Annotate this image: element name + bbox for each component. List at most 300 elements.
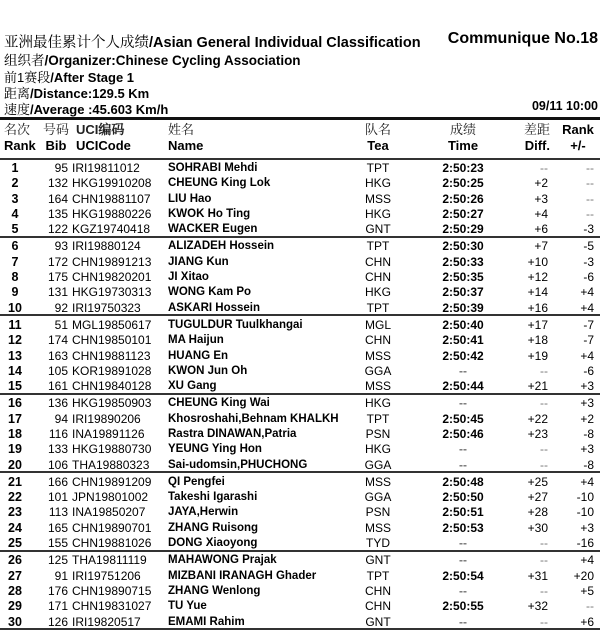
team-cell: TPT xyxy=(366,568,390,583)
time-cell: 2:50:48 xyxy=(442,474,484,489)
rank-change-cell: -8 xyxy=(583,457,594,472)
table-row xyxy=(0,333,600,348)
time-cell: 2:50:33 xyxy=(442,254,484,269)
diff-cell: +3 xyxy=(534,191,548,206)
col-rank-change-cn: Rank xyxy=(562,122,594,137)
column-headers xyxy=(0,122,600,158)
team-cell: GNT xyxy=(365,614,391,629)
diff-cell: +27 xyxy=(527,490,548,505)
rank-change-cell: -16 xyxy=(576,536,594,551)
rider-name-cell: ALIZADEH Hossein xyxy=(168,240,275,253)
col-bib-en: Bib xyxy=(45,138,67,153)
rider-name-cell: KWOK Ho Ting xyxy=(168,207,251,220)
time-cell: 2:50:26 xyxy=(442,191,484,206)
uci-code-cell: HKG19850903 xyxy=(72,396,152,411)
rank-cell: 12 xyxy=(8,333,22,348)
team-cell: TYD xyxy=(366,536,390,551)
bib-cell: 93 xyxy=(54,239,68,254)
team-cell: PSN xyxy=(365,427,391,441)
bib-cell: 133 xyxy=(47,442,68,457)
col-rank-change xyxy=(558,122,598,154)
rank-change-cell: -7 xyxy=(583,317,594,332)
team-cell: TPT xyxy=(366,239,390,254)
table-row xyxy=(0,569,600,584)
time-cell: 2:50:27 xyxy=(442,206,484,221)
col-diff xyxy=(508,122,550,154)
diff-cell: +7 xyxy=(534,239,548,254)
rank-cell: 17 xyxy=(8,411,22,426)
time-cell: 2:50:42 xyxy=(442,348,484,363)
col-rank xyxy=(4,122,36,154)
uci-code-cell: IRI19811012 xyxy=(72,161,140,175)
col-bib xyxy=(40,122,72,154)
team-cell: GNT xyxy=(365,553,391,568)
col-time-cn: 成绩 xyxy=(449,122,476,137)
col-rank-change-en: +/- xyxy=(570,138,586,153)
rank-cell: 5 xyxy=(11,222,19,237)
table-row xyxy=(0,505,600,520)
rank-cell: 6 xyxy=(11,239,19,254)
team-cell: CHN xyxy=(365,333,391,348)
bib-cell: 155 xyxy=(47,536,68,551)
stage-cn: 前1赛段 xyxy=(4,70,51,85)
rank-change-cell: -6 xyxy=(583,363,594,378)
table-row xyxy=(0,584,600,599)
table-row xyxy=(0,536,600,552)
time-cell: 2:50:23 xyxy=(442,161,484,175)
table-row xyxy=(0,553,600,568)
rider-name-cell: MA Haijun xyxy=(168,334,224,347)
rank-change-cell: +4 xyxy=(580,300,594,315)
diff-cell: -- xyxy=(540,536,548,551)
time-cell: 2:50:30 xyxy=(442,239,484,254)
rider-name-cell: ZHANG Ruisong xyxy=(168,521,259,534)
bib-cell: 94 xyxy=(54,411,68,426)
rank-change-cell: +3 xyxy=(580,442,594,457)
column-header-divider xyxy=(0,158,600,160)
table-row xyxy=(0,427,600,442)
bib-cell: 91 xyxy=(54,568,68,583)
diff-cell: -- xyxy=(540,161,548,175)
organizer xyxy=(4,49,301,69)
rider-name-cell: Rastra DINAWAN,Patria xyxy=(168,428,297,440)
time-cell: -- xyxy=(459,614,467,629)
bib-cell: 174 xyxy=(47,333,68,348)
rider-name-cell: JAYA,Herwin xyxy=(168,506,239,519)
rank-change-cell: +4 xyxy=(580,553,594,568)
rider-name-cell: XU Gang xyxy=(168,380,217,393)
rank-change-cell: -- xyxy=(586,176,594,191)
rank-cell: 1 xyxy=(11,161,19,175)
bib-cell: 132 xyxy=(47,176,68,191)
team-cell: TPT xyxy=(366,300,390,315)
rank-change-cell: -7 xyxy=(583,333,594,348)
col-diff-cn: 差距 xyxy=(523,122,550,137)
bib-cell: 106 xyxy=(47,457,68,472)
table-row xyxy=(0,301,600,317)
diff-cell: +17 xyxy=(527,317,548,332)
diff-cell: -- xyxy=(540,583,548,598)
rank-change-cell: +3 xyxy=(580,396,594,411)
rank-cell: 30 xyxy=(8,614,22,629)
title-en: /Asian General Individual Classification xyxy=(149,35,421,51)
time-cell: -- xyxy=(459,583,467,598)
organizer-cn: 组织者 xyxy=(4,53,45,68)
table-row xyxy=(0,222,600,238)
rank-cell: 21 xyxy=(8,474,22,489)
diff-cell: +22 xyxy=(527,411,548,426)
team-cell: GNT xyxy=(365,222,391,237)
rider-name-cell: ASKARI Hossein xyxy=(168,301,261,314)
bib-cell: 113 xyxy=(48,505,68,520)
diff-cell: +30 xyxy=(527,520,548,535)
average-en: /Average :45.603 Km/h xyxy=(30,102,169,117)
time-cell: -- xyxy=(459,457,467,472)
col-diff-en: Diff. xyxy=(524,138,550,153)
diff-cell: -- xyxy=(540,396,548,411)
diff-cell: +18 xyxy=(527,333,548,348)
uci-code-cell: CHN19820201 xyxy=(72,270,152,285)
rank-change-cell: +3 xyxy=(580,520,594,535)
bib-cell: 171 xyxy=(47,599,68,614)
diff-cell: +23 xyxy=(527,427,548,441)
bib-cell: 131 xyxy=(47,285,68,300)
bib-cell: 125 xyxy=(47,553,68,568)
rank-cell: 16 xyxy=(8,396,22,411)
col-rank-en: Rank xyxy=(4,138,36,153)
bib-cell: 161 xyxy=(47,379,68,394)
uci-code-cell: IRI19751206 xyxy=(72,568,141,583)
rank-change-cell: -10 xyxy=(576,505,594,520)
time-cell: -- xyxy=(459,396,467,411)
rank-cell: 24 xyxy=(8,520,22,535)
time-cell: 2:50:46 xyxy=(442,427,484,441)
team-cell: HKG xyxy=(364,285,391,300)
table-row xyxy=(0,349,600,364)
team-cell: TPT xyxy=(366,411,390,426)
title-cn: 亚洲最佳累计个人成绩 xyxy=(4,35,149,51)
uci-code-cell: HKG19880730 xyxy=(72,442,152,457)
time-cell: -- xyxy=(459,536,467,551)
bib-cell: 126 xyxy=(47,614,68,629)
bib-cell: 51 xyxy=(54,317,68,332)
uci-code-cell: IRI19890206 xyxy=(72,411,141,426)
table-row xyxy=(0,239,600,254)
diff-cell: +31 xyxy=(527,568,548,583)
table-row xyxy=(0,396,600,411)
rider-name-cell: SOHRABI Mehdi xyxy=(168,162,258,174)
rank-change-cell: -- xyxy=(586,206,594,221)
rider-name-cell: YEUNG Ying Hon xyxy=(168,443,262,456)
rider-name-cell: JI Xitao xyxy=(168,271,209,284)
team-cell: GGA xyxy=(364,457,392,472)
bib-cell: 136 xyxy=(47,396,68,411)
time-cell: 2:50:53 xyxy=(442,520,484,535)
table-row xyxy=(0,615,600,631)
time-cell: 2:50:40 xyxy=(442,317,484,332)
header-divider xyxy=(0,117,600,120)
rank-cell: 25 xyxy=(8,536,22,551)
uci-code-cell: KOR19891028 xyxy=(72,363,152,378)
rank-change-cell: -- xyxy=(586,161,594,175)
rank-cell: 3 xyxy=(11,191,19,206)
table-row xyxy=(0,255,600,270)
distance-en: /Distance:129.5 Km xyxy=(30,86,150,101)
team-cell: MGL xyxy=(364,317,391,332)
bib-cell: 101 xyxy=(47,490,68,505)
table-row xyxy=(0,161,600,176)
table-row xyxy=(0,364,600,379)
rank-cell: 19 xyxy=(8,442,22,457)
rider-name-cell: TU Yue xyxy=(168,600,207,613)
rank-cell: 29 xyxy=(8,599,22,614)
rank-cell: 22 xyxy=(8,490,22,505)
uci-code-cell: HKG19880226 xyxy=(72,206,152,221)
uci-code-cell: CHN19881026 xyxy=(72,536,152,551)
rank-cell: 26 xyxy=(8,553,22,568)
uci-code-cell: CHN19890701 xyxy=(72,520,152,535)
table-row xyxy=(0,270,600,285)
rider-name-cell: Takeshi Igarashi xyxy=(168,491,258,504)
team-cell: MSS xyxy=(364,191,391,206)
table-row xyxy=(0,490,600,505)
uci-code-cell: CHN19891213 xyxy=(72,254,152,269)
time-cell: 2:50:50 xyxy=(442,490,484,505)
communique-number: Communique No.18 xyxy=(447,30,598,47)
col-time xyxy=(436,122,490,154)
rider-name-cell: MAHAWONG Prajak xyxy=(168,554,277,567)
bib-cell: 122 xyxy=(47,222,68,237)
table-row xyxy=(0,192,600,207)
rider-name-cell: DONG Xiaoyong xyxy=(168,537,258,550)
uci-code-cell: IRI19880124 xyxy=(72,239,141,254)
diff-cell: +2 xyxy=(534,176,548,191)
team-cell: MSS xyxy=(364,379,391,394)
team-cell: HKG xyxy=(364,176,391,191)
uci-code-cell: CHN19891209 xyxy=(72,474,152,489)
col-uci xyxy=(76,122,131,154)
rank-change-cell: +4 xyxy=(580,285,594,300)
rider-name-cell: HUANG En xyxy=(168,349,229,362)
uci-code-cell: JPN19801002 xyxy=(72,490,149,505)
table-row xyxy=(0,176,600,191)
rank-cell: 13 xyxy=(8,348,22,363)
rider-name-cell: WACKER Eugen xyxy=(168,223,258,236)
uci-code-cell: CHN19890715 xyxy=(72,583,152,598)
col-rank-cn: 名次 xyxy=(4,122,31,137)
rider-name-cell: JIANG Kun xyxy=(168,255,229,268)
rank-cell: 14 xyxy=(8,363,22,378)
bib-cell: 165 xyxy=(47,520,68,535)
bib-cell: 163 xyxy=(47,348,68,363)
table-row xyxy=(0,412,600,427)
uci-code-cell: INA19850207 xyxy=(72,505,146,520)
col-name xyxy=(168,122,203,154)
time-cell: 2:50:55 xyxy=(442,599,484,614)
team-cell: CHN xyxy=(365,254,391,269)
issue-datetime: 09/11 10:00 xyxy=(531,99,598,113)
col-name-en: Name xyxy=(168,138,204,153)
rank-cell: 4 xyxy=(11,206,19,221)
diff-cell: +16 xyxy=(527,300,548,315)
rank-change-cell: -3 xyxy=(583,254,594,269)
stage-en: /After Stage 1 xyxy=(50,70,135,85)
table-row xyxy=(0,475,600,490)
time-cell: 2:50:54 xyxy=(442,568,484,583)
table-row xyxy=(0,207,600,222)
bib-cell: 95 xyxy=(54,161,68,175)
rank-change-cell: +6 xyxy=(580,614,594,629)
uci-code-cell: HKG19910208 xyxy=(72,176,152,191)
diff-cell: +10 xyxy=(527,254,548,269)
rank-cell: 20 xyxy=(8,457,22,472)
rank-cell: 10 xyxy=(8,300,22,315)
average-speed xyxy=(4,99,168,118)
uci-code-cell: MGL19850617 xyxy=(72,317,152,332)
bib-cell: 176 xyxy=(47,583,68,598)
team-cell: GGA xyxy=(364,490,392,505)
table-row xyxy=(0,521,600,536)
uci-code-cell: KGZ19740418 xyxy=(72,222,151,237)
uci-code-cell: HKG19730313 xyxy=(72,285,152,300)
organizer-en: /Organizer:Chinese Cycling Association xyxy=(44,53,301,68)
time-cell: -- xyxy=(459,363,467,378)
diff-cell: -- xyxy=(540,457,548,472)
uci-code-cell: IRI19820517 xyxy=(72,614,141,629)
rank-change-cell: -5 xyxy=(583,239,594,254)
team-cell: TPT xyxy=(366,161,390,175)
uci-code-cell: CHN19881123 xyxy=(72,348,151,363)
diff-cell: -- xyxy=(540,363,548,378)
rank-change-cell: +5 xyxy=(580,583,594,598)
bib-cell: 166 xyxy=(47,474,68,489)
team-cell: HKG xyxy=(364,396,391,411)
rank-cell: 11 xyxy=(8,317,22,332)
time-cell: 2:50:41 xyxy=(442,333,484,348)
diff-cell: +12 xyxy=(527,270,548,285)
diff-cell: +4 xyxy=(534,206,548,221)
rank-cell: 7 xyxy=(11,254,19,269)
uci-code-cell: CHN19840128 xyxy=(72,379,152,394)
average-cn: 速度 xyxy=(4,102,31,117)
rank-cell: 18 xyxy=(8,427,22,441)
bib-cell: 172 xyxy=(47,254,68,269)
table-row xyxy=(0,285,600,300)
rider-name-cell: CHEUNG King Wai xyxy=(168,397,270,410)
col-team-en: Tea xyxy=(367,138,389,153)
rank-change-cell: -3 xyxy=(583,222,594,237)
table-row xyxy=(0,379,600,395)
rank-cell: 8 xyxy=(11,270,19,285)
time-cell: -- xyxy=(459,442,467,457)
col-bib-cn: 号码 xyxy=(42,122,69,137)
team-cell: CHN xyxy=(365,270,391,285)
diff-cell: +19 xyxy=(527,348,548,363)
rank-change-cell: +4 xyxy=(580,348,594,363)
team-cell: HKG xyxy=(364,442,391,457)
time-cell: -- xyxy=(459,553,467,568)
distance-cn: 距离 xyxy=(4,86,31,101)
time-cell: 2:50:25 xyxy=(442,176,484,191)
bib-cell: 92 xyxy=(54,300,68,315)
team-cell: HKG xyxy=(364,206,391,221)
rank-change-cell: +4 xyxy=(580,474,594,489)
bib-cell: 135 xyxy=(47,206,68,221)
rider-name-cell: TUGULDUR Tuulkhangai xyxy=(168,318,303,331)
diff-cell: +14 xyxy=(527,285,548,300)
rank-cell: 27 xyxy=(8,568,22,583)
team-cell: CHN xyxy=(365,599,391,614)
time-cell: 2:50:35 xyxy=(442,270,484,285)
diff-cell: +6 xyxy=(534,222,548,237)
rank-change-cell: +20 xyxy=(573,568,594,583)
rider-name-cell: Khosroshahi,Behnam KHALKH xyxy=(168,412,339,425)
uci-code-cell: THA19811119 xyxy=(72,553,147,568)
rider-name-cell: QI Pengfei xyxy=(168,475,225,488)
team-cell: PSN xyxy=(365,505,391,520)
rider-name-cell: LIU Hao xyxy=(168,192,212,205)
uci-code-cell: THA19880323 xyxy=(72,457,150,472)
diff-cell: -- xyxy=(540,614,548,629)
rank-change-cell: -6 xyxy=(583,270,594,285)
uci-code-cell: CHN19850101 xyxy=(72,333,152,348)
time-cell: 2:50:51 xyxy=(442,505,484,520)
rank-cell: 9 xyxy=(11,285,19,300)
rank-change-cell: -- xyxy=(586,191,594,206)
table-row xyxy=(0,318,600,333)
diff-cell: +28 xyxy=(527,505,548,520)
team-cell: MSS xyxy=(364,520,391,535)
results-table xyxy=(0,161,600,632)
team-cell: MSS xyxy=(364,474,391,489)
col-team xyxy=(360,122,396,154)
rank-cell: 28 xyxy=(8,583,22,598)
col-uci-en: UCICode xyxy=(76,138,131,153)
team-cell: CHN xyxy=(365,583,391,598)
uci-code-cell: CHN19831027 xyxy=(72,599,152,614)
rank-change-cell: +2 xyxy=(580,411,594,426)
uci-code-cell: IRI19750323 xyxy=(72,300,141,315)
bib-cell: 116 xyxy=(48,427,68,441)
bib-cell: 105 xyxy=(47,363,68,378)
time-cell: 2:50:29 xyxy=(442,222,484,237)
rider-name-cell: KWON Jun Oh xyxy=(168,364,248,377)
diff-cell: -- xyxy=(540,553,548,568)
time-cell: 2:50:45 xyxy=(442,411,484,426)
diff-cell: -- xyxy=(540,442,548,457)
rank-cell: 2 xyxy=(11,176,19,191)
col-team-cn: 队名 xyxy=(364,122,391,137)
table-row xyxy=(0,599,600,614)
rank-change-cell: -- xyxy=(586,599,594,614)
rank-cell: 15 xyxy=(8,379,22,394)
rider-name-cell: CHEUNG King Lok xyxy=(168,177,271,190)
rider-name-cell: EMAMI Rahim xyxy=(168,615,245,628)
bib-cell: 164 xyxy=(47,191,68,206)
rider-name-cell: Sai-udomsin,PHUCHONG xyxy=(168,458,308,471)
rank-change-cell: -10 xyxy=(576,490,594,505)
team-cell: MSS xyxy=(364,348,391,363)
bib-cell: 175 xyxy=(47,270,68,285)
rank-change-cell: -8 xyxy=(583,427,594,441)
rank-cell: 23 xyxy=(8,505,22,520)
diff-cell: +21 xyxy=(527,379,548,394)
table-row xyxy=(0,458,600,474)
team-cell: GGA xyxy=(364,363,392,378)
rider-name-cell: ZHANG Wenlong xyxy=(168,584,261,597)
uci-code-cell: CHN19881107 xyxy=(72,191,151,206)
time-cell: 2:50:39 xyxy=(442,300,484,315)
